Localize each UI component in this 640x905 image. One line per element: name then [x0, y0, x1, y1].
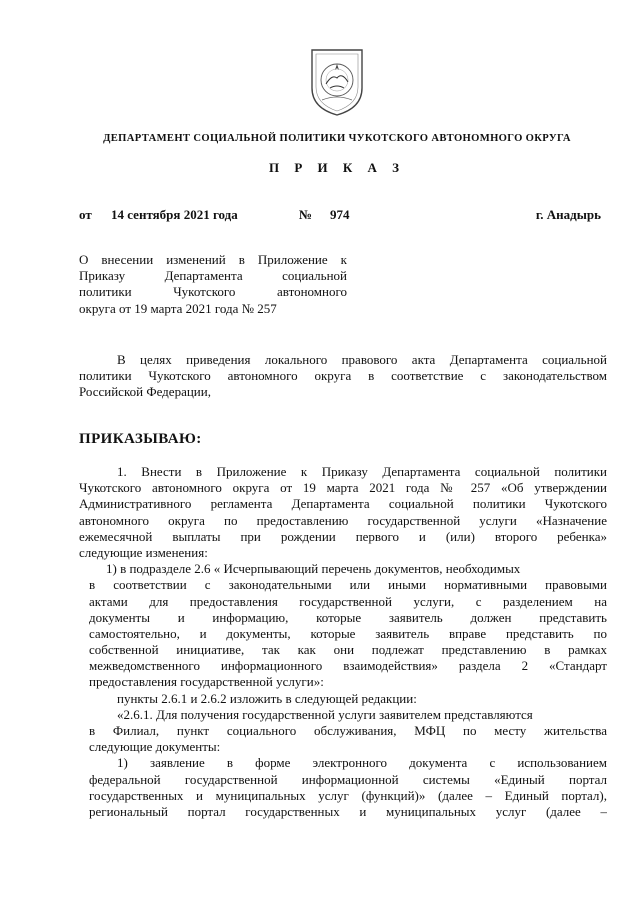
body-line: 1. Внести в Приложение к Приказу Департамента социальной политики	[117, 464, 607, 479]
body-line: в Филиал, пункт социального обслуживания, МФЦ по месту жительства	[89, 723, 607, 739]
body-line: в соответствии с законодательными или иными нормативными правовыми	[89, 577, 607, 593]
body-line: автономного округа по предоставлению государственной услуги «Назначение	[79, 512, 607, 528]
body-line: региональный портал государственных и муниципальных услуг (далее –	[89, 804, 607, 820]
body-line: «2.6.1. Для получения государственной услуги заявителем представляются	[117, 706, 533, 722]
body-line: государственных и муниципальных услуг (функций)» (далее – Единый портал),	[89, 787, 607, 803]
body-line: Административного регламента Департамента социальной политики Чукотского	[79, 496, 607, 512]
body-line: 1) заявление в форме электронного документа с использованием	[117, 755, 607, 771]
preamble-line: Российской Федерации,	[79, 384, 211, 400]
order-directive-heading: ПРИКАЗЫВАЮ:	[79, 431, 202, 447]
number-sign: №	[299, 207, 313, 222]
order-number: 974	[330, 207, 350, 222]
subject-line: округа от 19 марта 2021 года № 257	[79, 300, 277, 316]
subject-line: политики Чукотского автономного	[79, 284, 347, 300]
body-line: собственной инициативе, так как они подлежат представлению в рамках	[89, 642, 607, 658]
coat-of-arms-icon	[308, 44, 366, 118]
body-line: самостоятельно, и документы, которые заявитель вправе представить по	[89, 625, 607, 641]
preamble	[79, 352, 607, 401]
body-line: предоставления государственной услуги»:	[89, 674, 324, 690]
body-line: пункты 2.6.1 и 2.6.2 изложить в следующей редакции:	[117, 690, 417, 706]
order-city: г. Анадырь	[535, 207, 601, 222]
preamble-line: политики Чукотского автономного округа в соответствие с законодательством	[79, 368, 607, 384]
body-line: актами для предоставления государственной услуги, с разделением на	[89, 593, 607, 609]
body-line: следующие изменения:	[79, 544, 208, 560]
body-line: документы и информацию, которые заявитель должен представить	[89, 609, 607, 625]
document-type-title: П Р И К А З	[268, 160, 406, 175]
body-line: Чукотского автономного округа от 19 марта 2021 года № 257 «Об утверждении	[79, 480, 607, 496]
preamble-line: В целях приведения локального правового акта Департамента социальной	[117, 352, 607, 367]
subject-line: О внесении изменений в Приложение к	[79, 252, 347, 267]
body-line: следующие документы:	[89, 739, 221, 755]
body-line: 1) в подразделе 2.6 « Исчерпывающий перечень документов, необходимых	[106, 561, 521, 577]
order-subject	[79, 252, 347, 317]
order-body	[79, 464, 607, 820]
body-line: ежемесячной выплаты при рождении первого и (или) второго ребенка»	[79, 528, 607, 544]
body-line: федеральной государственной информационной системы «Единый портал	[89, 771, 607, 787]
date-prefix: от	[79, 207, 92, 222]
department-name: ДЕПАРТАМЕНТ СОЦИАЛЬНОЙ ПОЛИТИКИ ЧУКОТСКОГО АВТОНОМНОГО ОКРУГА	[103, 133, 571, 144]
subject-line: Приказу Департамента социальной	[79, 268, 347, 284]
body-line: межведомственного информационного взаимодействия» раздела 2 «Стандарт	[89, 658, 607, 674]
order-date: 14 сентября 2021 года	[111, 207, 238, 222]
